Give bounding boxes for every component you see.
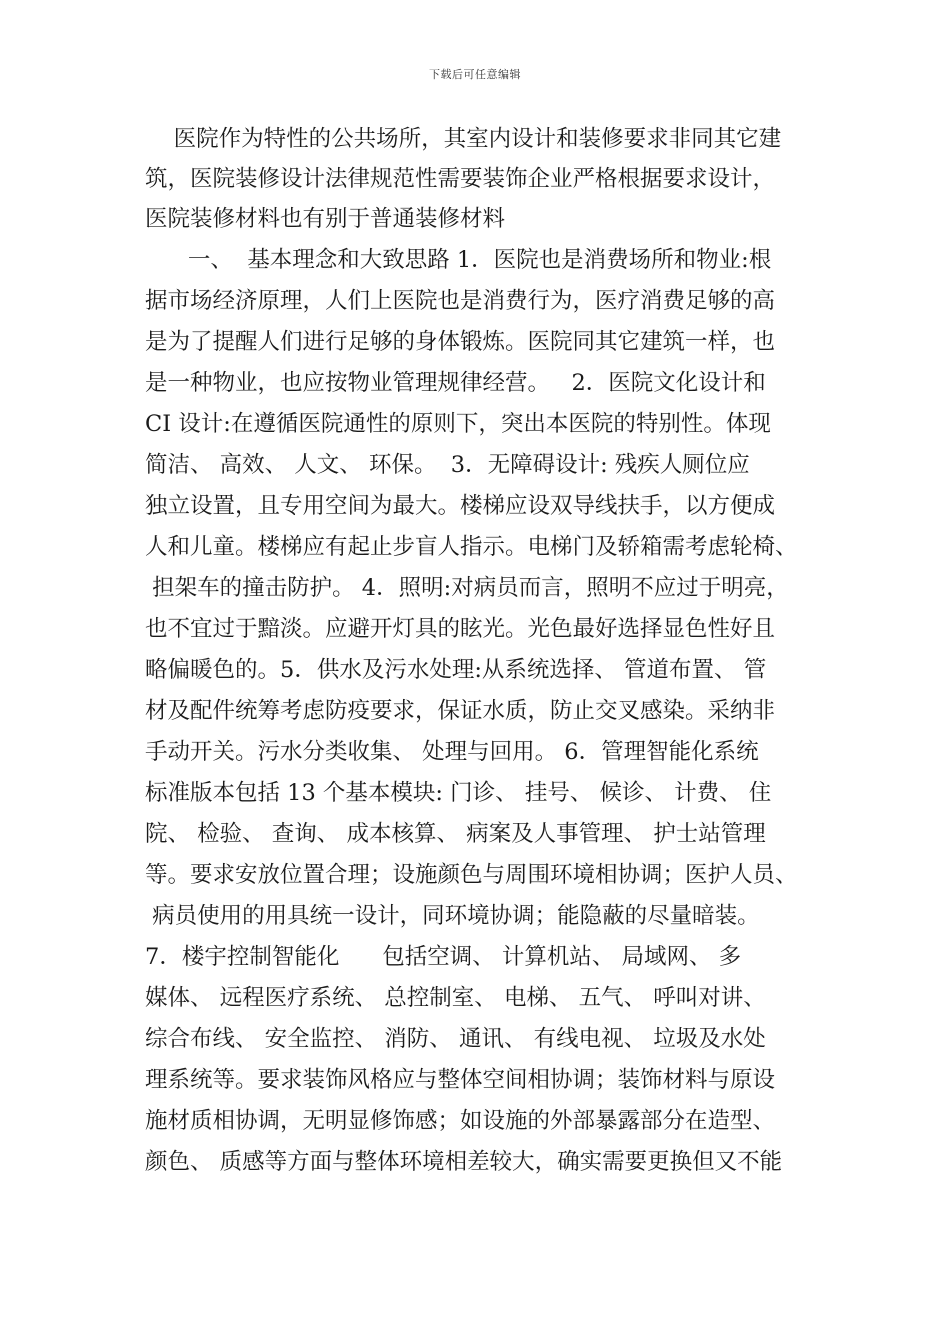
paragraph-line: 等。要求安放位置合理；设施颜色与周围环境相协调；医护人员、 <box>145 862 798 888</box>
paragraph-line: 筑，医院装修设计法律规范性需要装饰企业严格根据要求设计， <box>145 166 776 192</box>
paragraph-line: 手动开关。污水分类收集、 处理与回用。 6．管理智能化系统 <box>145 739 759 765</box>
paragraph-line: 人和儿童。楼梯应有起止步盲人指示。电梯门及轿箱需考虑轮椅、 <box>145 534 798 560</box>
paragraph-line: 担架车的撞击防护。 4．照明:对病员而言，照明不应过于明亮， <box>145 575 789 601</box>
paragraph-line: 综合布线、 安全监控、 消防、 通讯、 有线电视、 垃圾及水处 <box>145 1026 766 1052</box>
paragraph-line: 医院装修材料也有别于普通装修材料 <box>145 206 506 232</box>
header-note: 下载后可任意编辑 <box>429 68 521 81</box>
paragraph-line: CI 设计:在遵循医院通性的原则下，突出本医院的特别性。体现 <box>145 411 771 437</box>
paragraph-line: 略偏暖色的。5．供水及污水处理:从系统选择、 管道布置、 管 <box>145 657 767 683</box>
paragraph-line: 院、 检验、 查询、 成本核算、 病案及人事管理、 护士站管理 <box>145 821 766 847</box>
paragraph-line: 简洁、 高效、 人文、 环保。 3．无障碍设计: 残疾人厕位应 <box>145 452 750 478</box>
paragraph-line: 媒体、 远程医疗系统、 总控制室、 电梯、 五气、 呼叫对讲、 <box>145 985 766 1011</box>
body-text <box>145 119 815 1183</box>
paragraph-line: 病员使用的用具统一设计，同环境协调；能隐蔽的尽量暗装。 <box>145 903 760 929</box>
paragraph-line: 据市场经济原理，人们上医院也是消费行为，医疗消费足够的高 <box>145 288 776 314</box>
paragraph-line: 施材质相协调，无明显修饰感；如设施的外部暴露部分在造型、 <box>145 1108 776 1134</box>
paragraph-line: 标准版本包括 13 个基本模块: 门诊、 挂号、 候诊、 计费、 住 <box>145 780 772 806</box>
paragraph-line: 独立设置，且专用空间为最大。楼梯应设双导线扶手，以方便成 <box>145 493 776 519</box>
paragraph-line: 颜色、 质感等方面与整体环境相差较大，确实需要更换但又不能 <box>145 1149 783 1175</box>
paragraph-line: 是为了提醒人们进行足够的身体锻炼。医院同其它建筑一样，也 <box>145 329 776 355</box>
paragraph-line: 材及配件统筹考虑防疫要求，保证水质，防止交叉感染。采纳非 <box>145 698 776 724</box>
paragraph-line: 也不宜过于黯淡。应避开灯具的眩光。光色最好选择显色性好且 <box>145 616 776 642</box>
paragraph-line: 医院作为特性的公共场所，其室内设计和装修要求非同其它建 <box>145 126 782 152</box>
paragraph-line: 7．楼宇控制智能化 包括空调、 计算机站、 局域网、 多 <box>145 944 742 970</box>
paragraph-line: 理系统等。要求装饰风格应与整体空间相协调；装饰材料与原设 <box>145 1067 776 1093</box>
paragraph-line: 是一种物业，也应按物业管理规律经营。 2．医院文化设计和 <box>145 370 766 396</box>
paragraph-line: 一、 基本理念和大致思路 1．医院也是消费场所和物业:根 <box>145 247 772 273</box>
